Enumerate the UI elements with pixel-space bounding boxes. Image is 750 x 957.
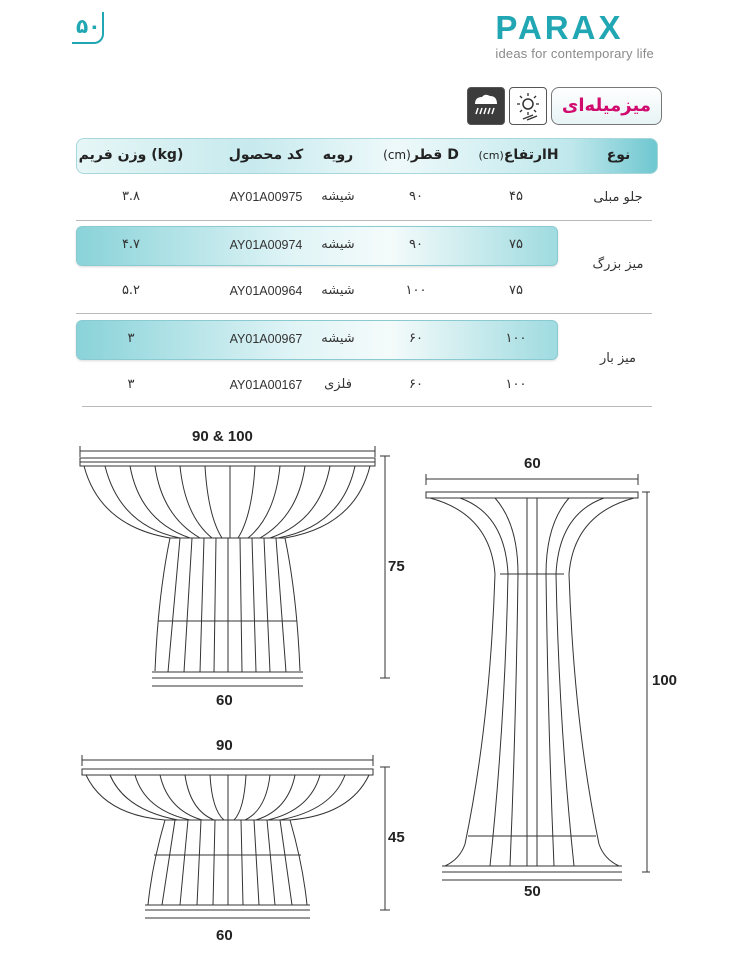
header-diameter-unit: (cm) xyxy=(383,148,411,162)
table-row xyxy=(76,268,656,314)
cell-code: AY01A00964 xyxy=(229,284,303,298)
section-title: میزمیله‌ای xyxy=(551,87,662,125)
header-weight: وزن فریم (kg) xyxy=(78,147,184,163)
large-table-top-width: 90 & 100 xyxy=(192,428,253,445)
coffee-table-height: 45 xyxy=(388,829,405,846)
section-badge xyxy=(463,86,662,126)
cell-height: ۴۵ xyxy=(509,189,523,204)
table-row xyxy=(76,222,656,268)
brand xyxy=(495,10,654,61)
cell-base: شیشه xyxy=(321,331,355,346)
table-row xyxy=(76,316,656,362)
cell-base: شیشه xyxy=(321,189,355,204)
type-label: میز بزرگ xyxy=(592,257,644,272)
cell-height: ۷۵ xyxy=(509,237,523,252)
bar-table-base-width: 50 xyxy=(524,883,541,900)
header-height xyxy=(471,138,566,172)
large-table-base-width: 60 xyxy=(216,692,233,709)
cell-diameter: ۹۰ xyxy=(409,237,423,252)
coffee-table-top-width: 90 xyxy=(216,737,233,754)
sun-icon xyxy=(509,87,547,125)
cell-base: شیشه xyxy=(321,237,355,252)
cell-height: ۱۰۰ xyxy=(505,331,527,346)
cell-code: AY01A00167 xyxy=(229,378,303,392)
large-table-drawing xyxy=(70,446,390,691)
type-label: میز بار xyxy=(599,351,637,366)
row-divider xyxy=(82,406,652,407)
coffee-table-base-width: 60 xyxy=(216,927,233,944)
page-number-text: ۵۰ xyxy=(76,14,101,38)
header-base: رویه xyxy=(322,147,354,163)
cell-code: AY01A00975 xyxy=(229,190,303,204)
cell-base: شیشه xyxy=(321,283,355,298)
cell-weight: ۳ xyxy=(127,377,135,392)
cell-weight: ۵.۲ xyxy=(121,283,141,298)
cell-base: فلزی xyxy=(324,377,352,392)
cell-weight: ۴.۷ xyxy=(121,237,141,252)
header-diameter-label: قطر D xyxy=(410,147,459,163)
large-table-height: 75 xyxy=(388,558,405,575)
rain-icon xyxy=(467,87,505,125)
table-row xyxy=(76,362,656,408)
bar-table-drawing xyxy=(420,474,650,884)
row-divider xyxy=(76,220,652,221)
cell-code: AY01A00967 xyxy=(229,332,303,346)
page-number xyxy=(72,12,106,44)
cell-diameter: ۶۰ xyxy=(409,331,423,346)
coffee-table-drawing xyxy=(70,755,390,925)
cell-diameter: ۶۰ xyxy=(409,377,423,392)
header-diameter xyxy=(376,138,466,172)
bar-table-height: 100 xyxy=(652,672,678,689)
cell-weight: ۳ xyxy=(127,331,135,346)
table-row xyxy=(76,174,656,220)
cell-code: AY01A00974 xyxy=(229,238,303,252)
bar-table-top-width: 60 xyxy=(524,455,541,472)
brand-tagline: ideas for contemporary life xyxy=(495,46,654,61)
header-height-label: ارتفاعH xyxy=(503,147,559,163)
cell-height: ۷۵ xyxy=(509,283,523,298)
cell-diameter: ۱۰۰ xyxy=(405,283,427,298)
header-height-unit: (cm) xyxy=(478,149,504,162)
header-type: نوع xyxy=(606,147,631,163)
brand-logo: PARAX xyxy=(495,9,624,46)
type-label: جلو مبلی xyxy=(593,190,643,205)
row-divider xyxy=(76,313,652,314)
cell-diameter: ۹۰ xyxy=(409,189,423,204)
cell-weight: ۳.۸ xyxy=(121,189,141,204)
cell-height: ۱۰۰ xyxy=(505,377,527,392)
header-code: کد محصول xyxy=(228,147,304,163)
